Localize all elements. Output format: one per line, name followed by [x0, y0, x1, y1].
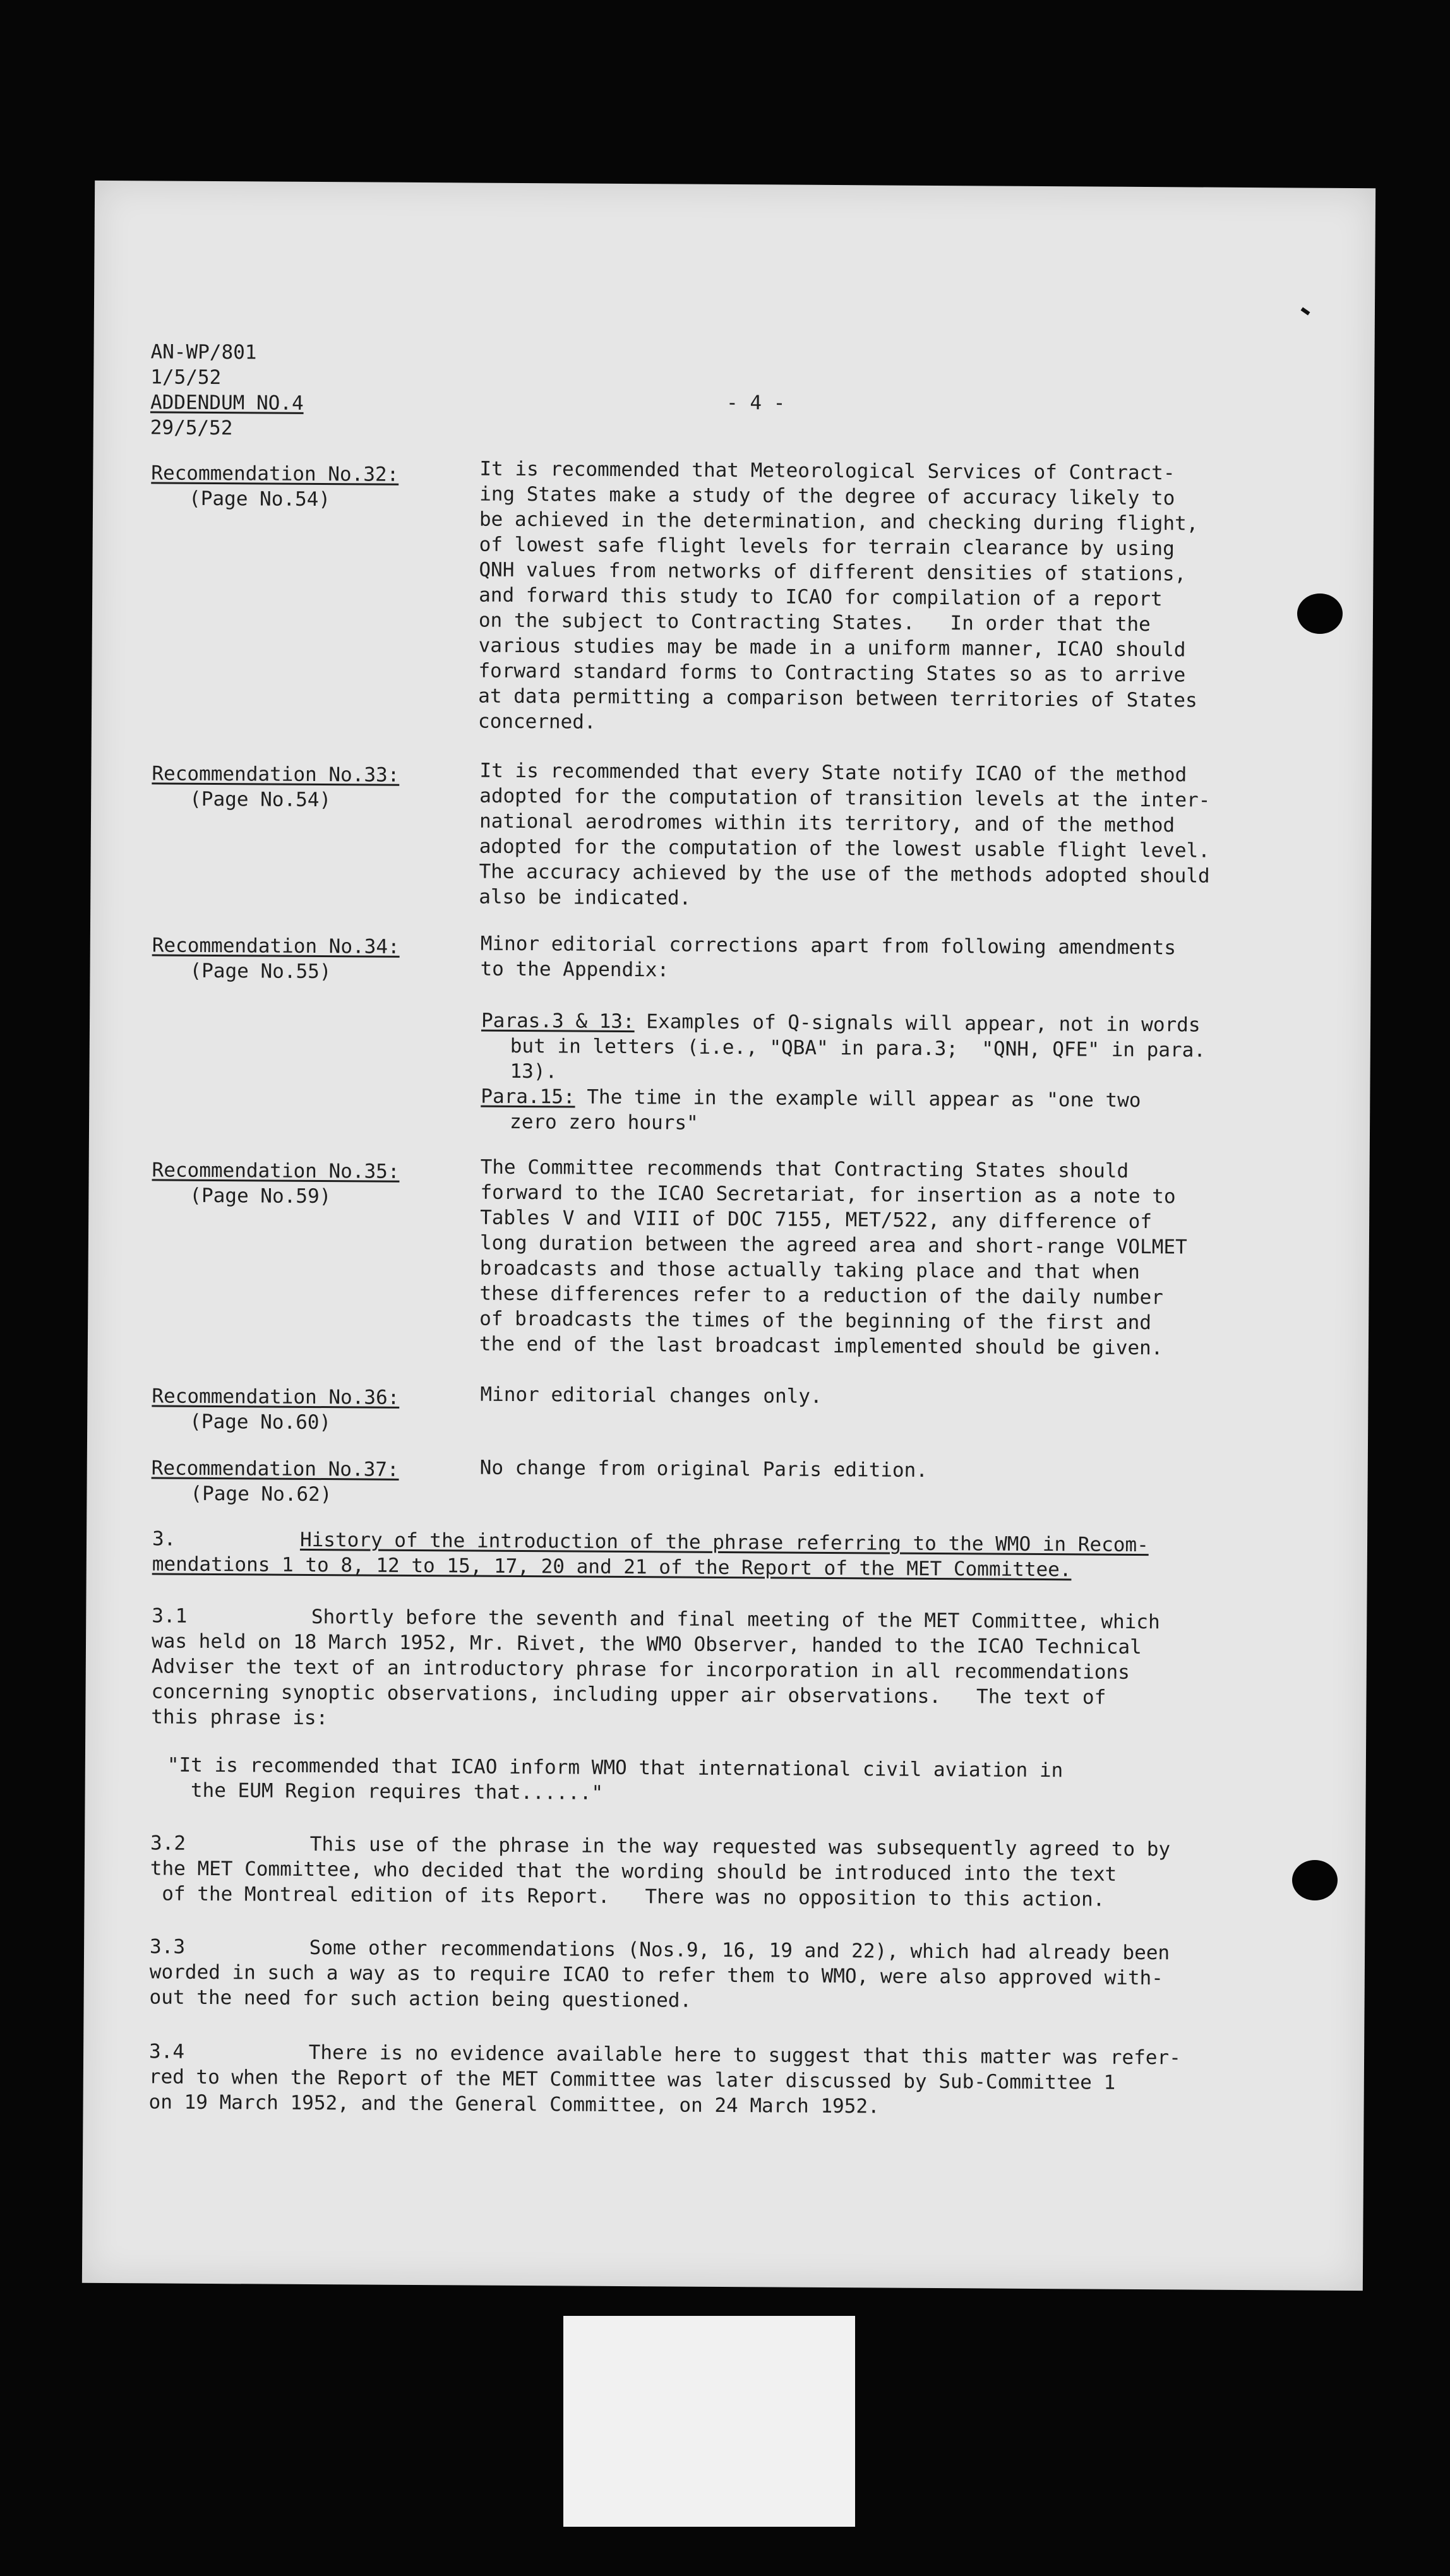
- recommendation-35-label: Recommendation No.35:: [152, 1159, 400, 1183]
- section-3-heading: History of the introduction of the phrase referring to the WMO in Recom-: [299, 1528, 1149, 1557]
- recommendation-33-page: (Page No.54): [189, 787, 332, 812]
- paragraph-3-4: There is no evidence available here to suggest that this matter was refer- red to when the Report of the MET Committee was later discussed by Sub-Committee 1 on 19 March 1952, and the General Committee, on 24 March 1952.: [148, 2040, 1181, 2118]
- recommendation-32-page: (Page No.54): [189, 487, 331, 511]
- paragraph-number: 3.1: [152, 1604, 188, 1628]
- section-3-number: 3.: [152, 1527, 176, 1551]
- recommendation-32-text: It is recommended that Meteorological Services of Contract- ing States make a study of the degree of accuracy likely to be achieved in the determination, and checking during flight, of lowest safe flight levels for terrain clearance by using QNH values from networks of different densities of stations, and forward this study to ICAO for compilation of a report on the subject to Contracting States. In order that the various studies may be made in a uniform manner, ICAO should forward standard forms to Contracting States so as to arrive at data permitting a comparison between territories of States concerned.: [477, 457, 1199, 734]
- recommendation-36-label: Recommendation No.36:: [152, 1385, 400, 1409]
- amendment-para-15: Para.15: The time in the example will appear as "one two zero zero hours": [481, 1085, 1141, 1135]
- paragraph-3-2: This use of the phrase in the way requested was subsequently agreed to by the MET Committee, who decided that the wording should be introduced into the text of the Montreal edition of its Report. There was no opposition to this action.: [150, 1832, 1171, 1911]
- document-page: [82, 181, 1375, 2291]
- paragraph-number: 3.2: [150, 1832, 186, 1855]
- amendment-text: Examples of Q-signals will appear, not in words: [634, 1010, 1201, 1037]
- paragraph-3-3: Some other recommendations (Nos.9, 16, 19 and 22), which had already been worded in such a way as to require ICAO to refer them to WMO, were also approved with- out the need for such action being questioned.: [149, 1935, 1170, 2012]
- addendum-label: ADDENDUM NO.4: [150, 391, 304, 415]
- recommendation-37-page: (Page No.62): [190, 1482, 332, 1506]
- recommendation-37-label: Recommendation No.37:: [151, 1457, 399, 1481]
- blank-slip: [563, 2316, 855, 2527]
- recommendation-33-text: It is recommended that every State notify ICAO of the method adopted for the computation of transition levels at the inter- national aerodromes within its territory, and of the method adopted for the computation of the lowest usable flight level. The accuracy achieved by the use of the methods adopted should also be indicated.: [479, 759, 1211, 910]
- recommendation-34-page: (Page No.55): [189, 959, 332, 984]
- page-number: - 4 -: [726, 391, 786, 415]
- recommendation-35-text: The Committee recommends that Contracting States should forward to the ICAO Secretariat, for insertion as a note to Tables V and VIII of DOC 7155, MET/522, any difference of long duration between the agreed area and short-range VOLMET broadcasts and those actually taking place and that when these differences refer to a reduction of the daily number of broadcasts the times of the beginning of the first and the end of the last broadcast implemented should be given.: [479, 1155, 1187, 1360]
- paragraph-3-1: Shortly before the seventh and final meeting of the MET Committee, which was held on 18 March 1952, Mr. Rivet, the WMO Observer, handed to the ICAO Technical Adviser the text of an introductory phrase for incorporation in all recommendations concerning synoptic observations, including upper air observations. The text of this phrase is:: [151, 1604, 1160, 1730]
- amendment-ref: Para.15:: [481, 1085, 575, 1109]
- amendment-paras-3-13: Paras.3 & 13: Examples of Q-signals will appear, not in words but in letters (i.e., "QBA" in para.3; "QNH, QFE" in para. 13).: [481, 1009, 1206, 1083]
- quoted-phrase: "It is recommended that ICAO inform WMO that international civil aviation in the EUM Region requires that......": [167, 1753, 1064, 1804]
- paragraph-number: 3.3: [149, 1935, 186, 1959]
- recommendation-35-page: (Page No.59): [189, 1184, 332, 1208]
- recommendation-37-text: No change from original Paris edition.: [479, 1456, 928, 1482]
- recommendation-32-label: Recommendation No.32:: [151, 462, 399, 486]
- recommendation-36-page: (Page No.60): [189, 1410, 332, 1434]
- recommendation-34-label: Recommendation No.34:: [152, 934, 400, 958]
- punch-hole-bottom: [1292, 1860, 1338, 1900]
- amendment-text: The time in the example will appear as "one two: [575, 1085, 1141, 1112]
- addendum-date: 29/5/52: [150, 416, 233, 440]
- recommendation-33-label: Recommendation No.33:: [152, 762, 400, 787]
- recommendation-36-text: Minor editorial changes only.: [480, 1383, 822, 1408]
- document-date: 1/5/52: [150, 366, 222, 390]
- section-3-heading-cont: mendations 1 to 8, 12 to 15, 17, 20 and 21 of the Report of the MET Committee.: [152, 1553, 1072, 1582]
- document-ref: AN-WP/801: [150, 340, 257, 364]
- punch-hole-top: [1297, 593, 1343, 634]
- amendment-ref: Paras.3 & 13:: [481, 1009, 635, 1034]
- recommendation-34-text: Minor editorial corrections apart from following amendments to the Appendix:: [480, 932, 1177, 982]
- paragraph-number: 3.4: [148, 2040, 185, 2063]
